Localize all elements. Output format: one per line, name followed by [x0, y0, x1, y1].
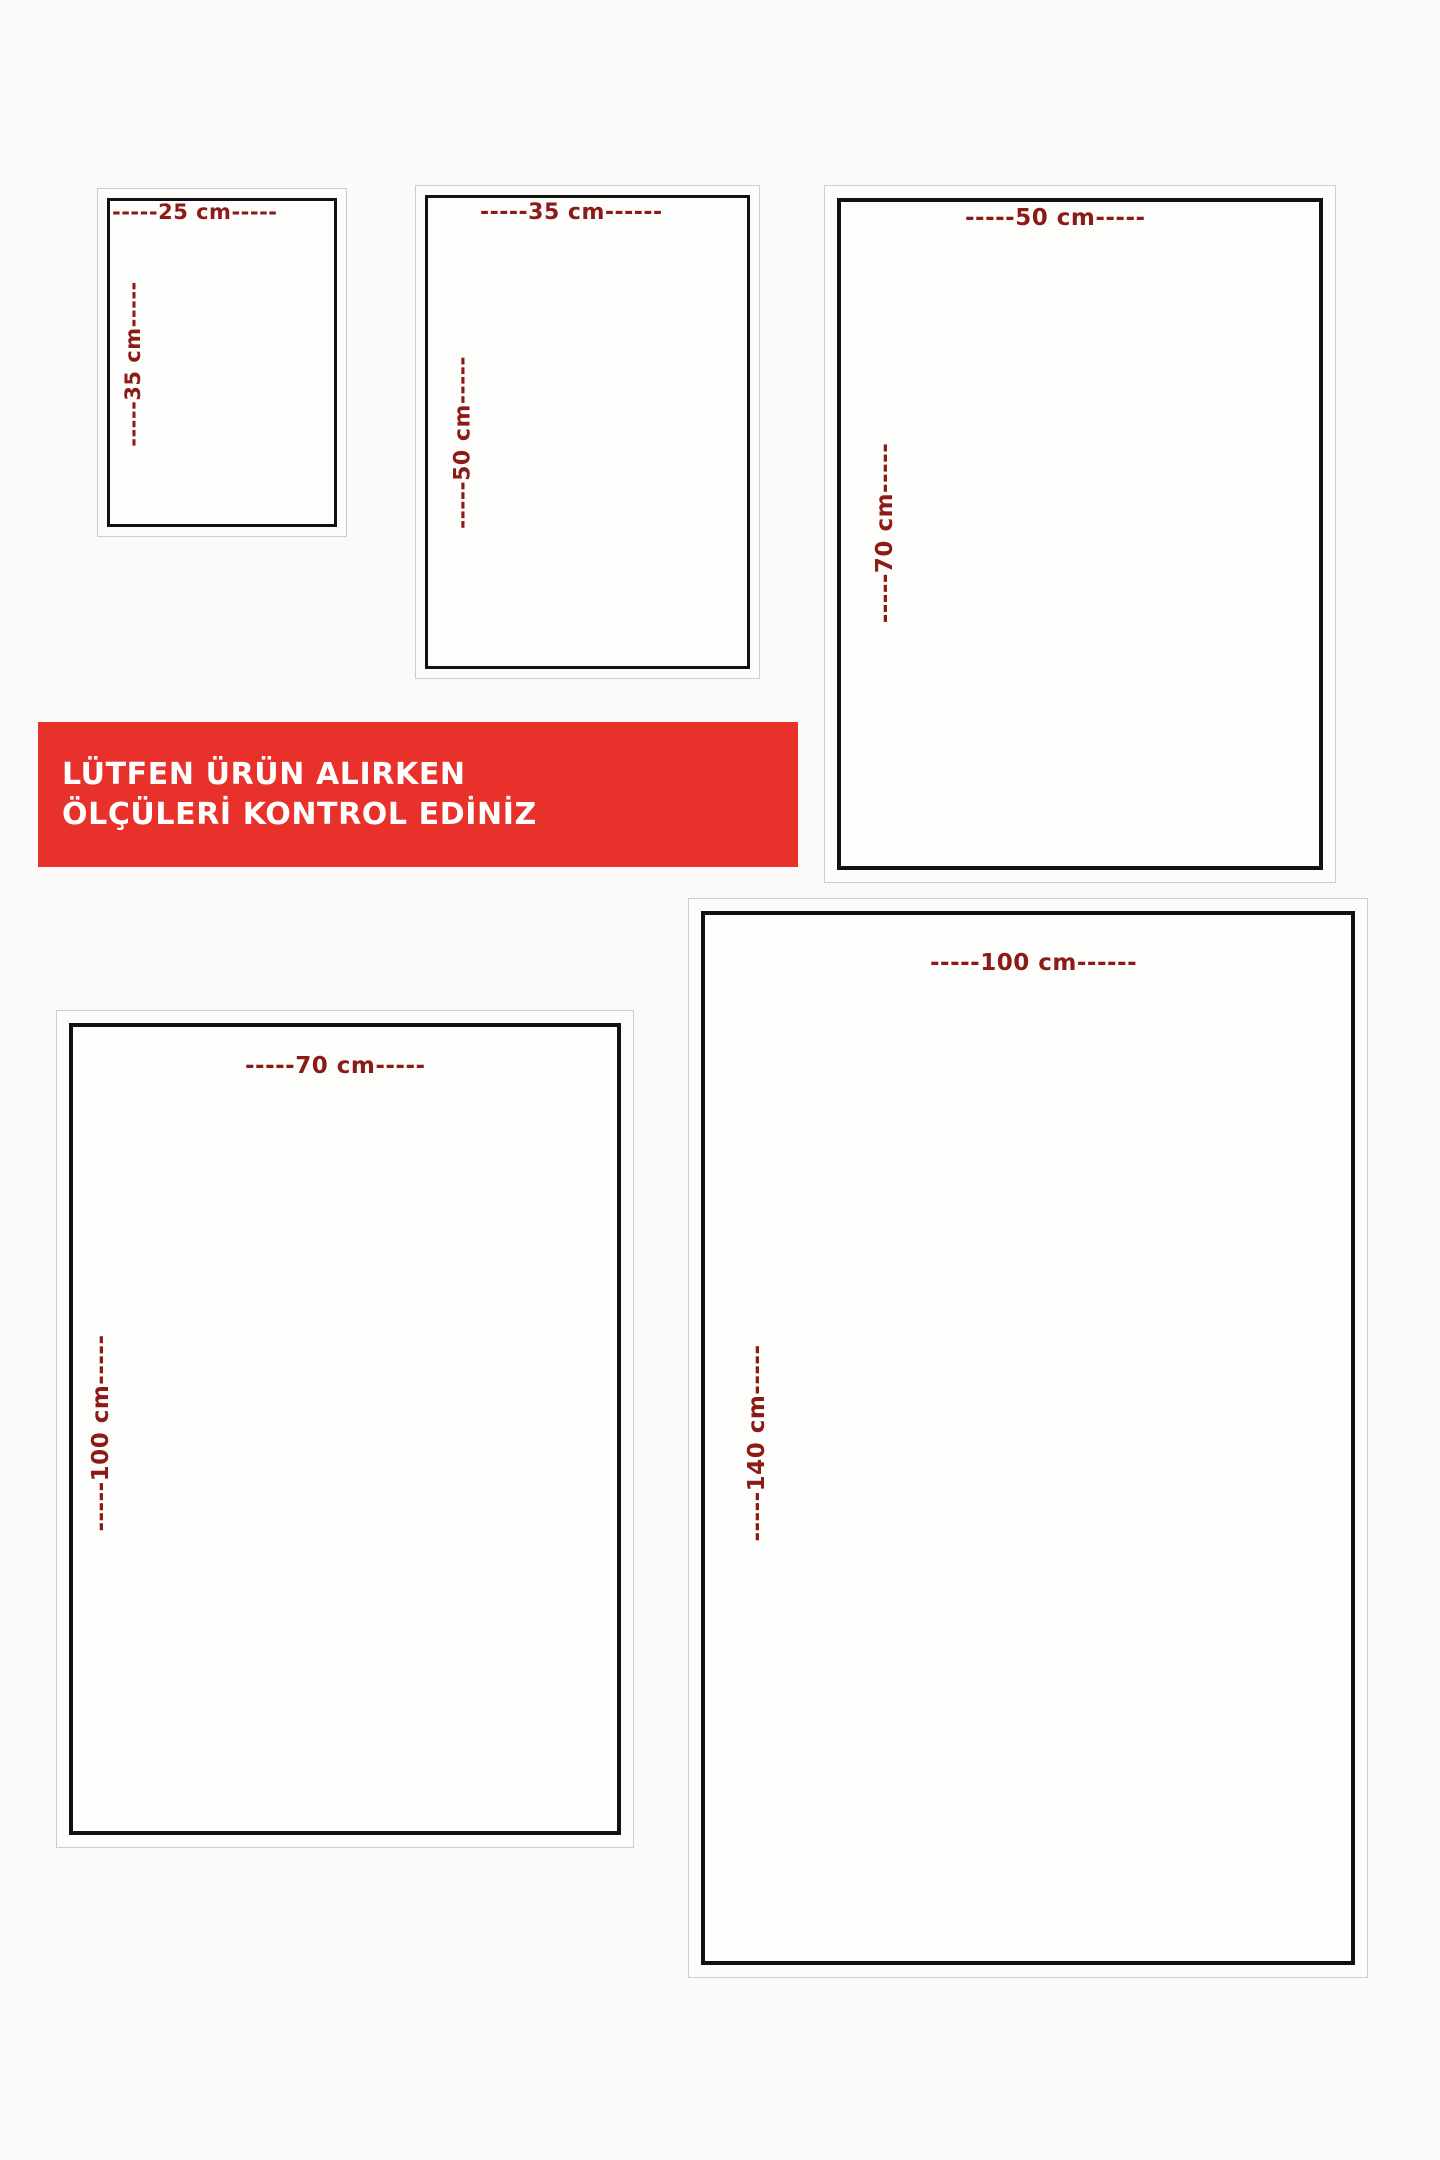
frame-70x100-height-label: -----100 cm-----	[88, 1334, 114, 1532]
frame-100x140-height-label: -----140 cm-----	[744, 1344, 770, 1542]
frame-50x70	[824, 185, 1336, 883]
frame-25x35-width-label: -----25 cm-----	[112, 200, 278, 224]
frame-70x100-width-label: -----70 cm-----	[245, 1053, 426, 1079]
frame-35x50-height-label: -----50 cm-----	[450, 355, 476, 530]
frame-50x70-height-label: -----70 cm-----	[872, 442, 898, 624]
frame-70x100-inner	[69, 1023, 621, 1835]
warning-banner-line1: LÜTFEN ÜRÜN ALIRKEN	[62, 756, 466, 792]
frame-50x70-width-label: -----50 cm-----	[965, 205, 1146, 231]
warning-banner	[38, 722, 798, 867]
frame-35x50-width-label: -----35 cm------	[480, 200, 663, 225]
frame-100x140-width-label: -----100 cm------	[930, 950, 1138, 976]
warning-banner-line2: ÖLÇÜLERİ KONTROL EDİNİZ	[62, 796, 537, 832]
frame-25x35-height-label: -----35 cm-----	[121, 281, 145, 447]
frame-50x70-inner	[837, 198, 1323, 870]
frame-100x140-inner	[701, 911, 1355, 1965]
frame-70x100	[56, 1010, 634, 1848]
frame-100x140	[688, 898, 1368, 1978]
